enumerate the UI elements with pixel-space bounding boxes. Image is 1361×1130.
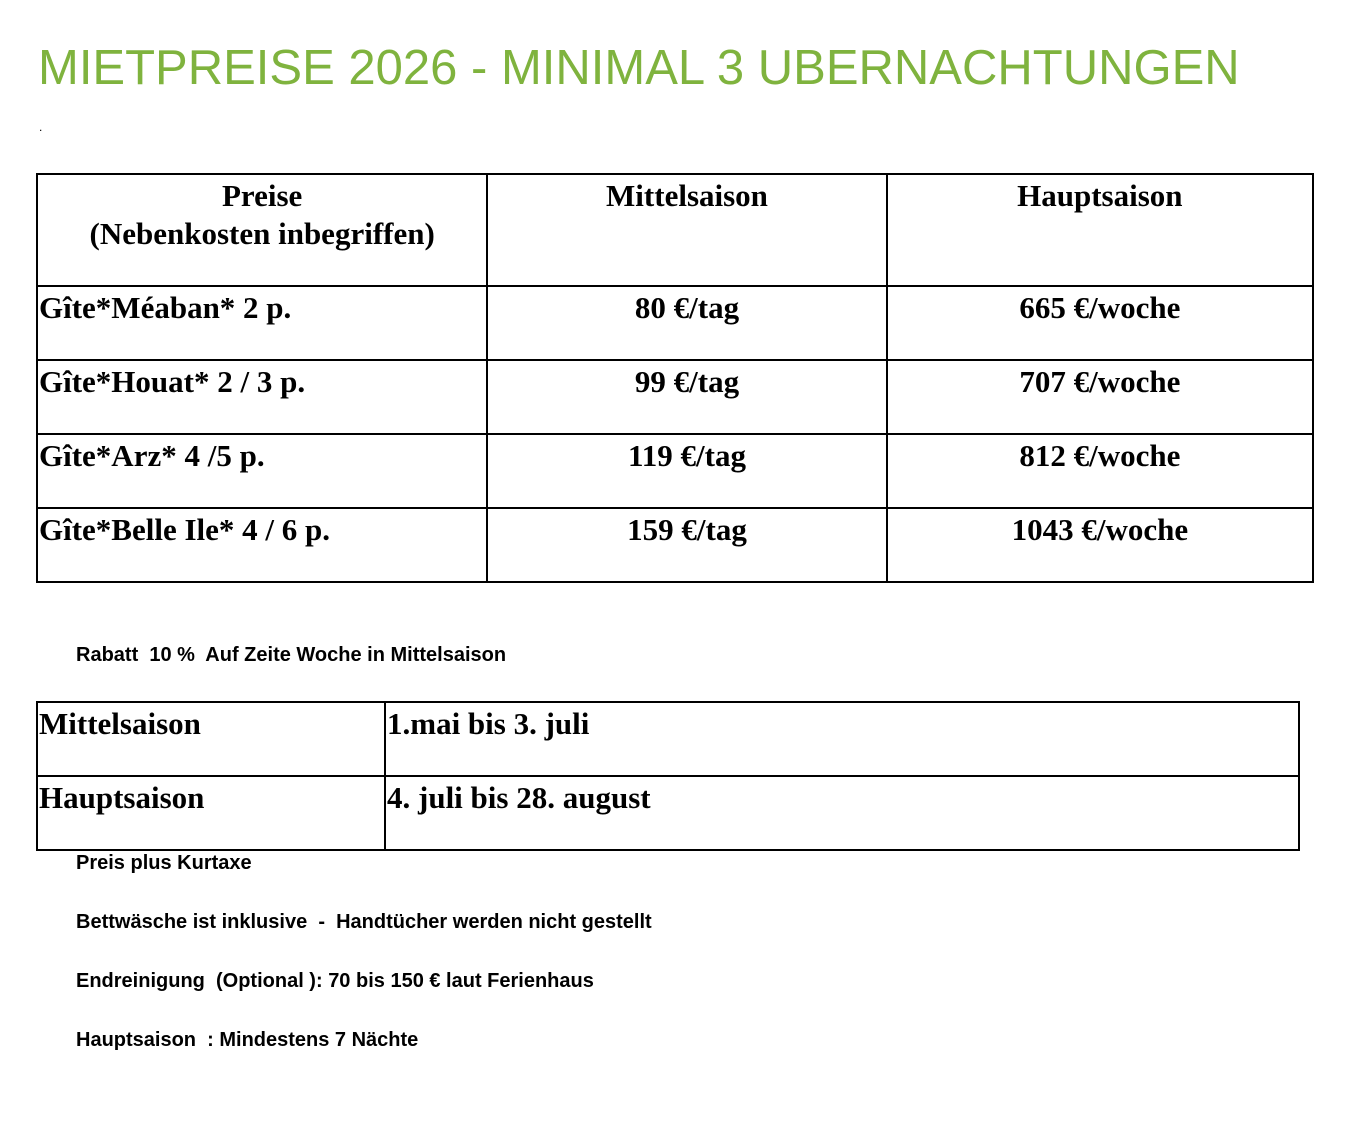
mittelsaison-price: 80 €/tag xyxy=(487,286,886,360)
note-bettwaesche: Bettwäsche ist inklusive - Handtücher werden nicht gestellt xyxy=(76,911,652,933)
table-row xyxy=(37,434,1313,508)
season-label: Mittelsaison xyxy=(37,702,385,776)
discount-note: Rabatt 10 % Auf Zeite Woche in Mittelsaison xyxy=(76,644,507,666)
header-mittelsaison: Mittelsaison xyxy=(487,174,886,286)
hauptsaison-price: 1043 €/woche xyxy=(887,508,1313,582)
gite-name: Gîte*Arz* 4 /5 p. xyxy=(37,434,487,508)
mittelsaison-price: 159 €/tag xyxy=(487,508,886,582)
season-dates: 4. juli bis 28. august xyxy=(385,776,1299,850)
mittelsaison-price: 99 €/tag xyxy=(487,360,886,434)
gite-name: Gîte*Méaban* 2 p. xyxy=(37,286,487,360)
header-preise-line2: (Nebenkosten inbegriffen) xyxy=(89,216,435,251)
hauptsaison-price: 812 €/woche xyxy=(887,434,1313,508)
table-row xyxy=(37,776,1299,850)
hauptsaison-price: 665 €/woche xyxy=(887,286,1313,360)
gite-name: Gîte*Houat* 2 / 3 p. xyxy=(37,360,487,434)
gite-name: Gîte*Belle Ile* 4 / 6 p. xyxy=(37,508,487,582)
season-label: Hauptsaison xyxy=(37,776,385,850)
mittelsaison-price: 119 €/tag xyxy=(487,434,886,508)
header-preise-line1: Preise xyxy=(221,178,303,213)
header-preise xyxy=(37,174,487,286)
table-row xyxy=(37,286,1313,360)
table-row xyxy=(37,508,1313,582)
season-table xyxy=(36,701,1300,851)
hauptsaison-price: 707 €/woche xyxy=(887,360,1313,434)
price-table xyxy=(36,173,1314,583)
separator-dot: . xyxy=(39,120,43,134)
header-hauptsaison: Hauptsaison xyxy=(887,174,1313,286)
table-row xyxy=(37,360,1313,434)
note-endreinigung: Endreinigung (Optional ): 70 bis 150 € laut Ferienhaus xyxy=(76,970,594,992)
page-title: MIETPREISE 2026 - MINIMAL 3 UBERNACHTUNGEN xyxy=(38,41,1240,95)
note-kurtaxe: Preis plus Kurtaxe xyxy=(76,852,252,874)
note-mindestaufenthalt: Hauptsaison : Mindestens 7 Nächte xyxy=(76,1029,419,1051)
season-dates: 1.mai bis 3. juli xyxy=(385,702,1299,776)
table-row xyxy=(37,702,1299,776)
price-table-header-row xyxy=(37,174,1313,286)
